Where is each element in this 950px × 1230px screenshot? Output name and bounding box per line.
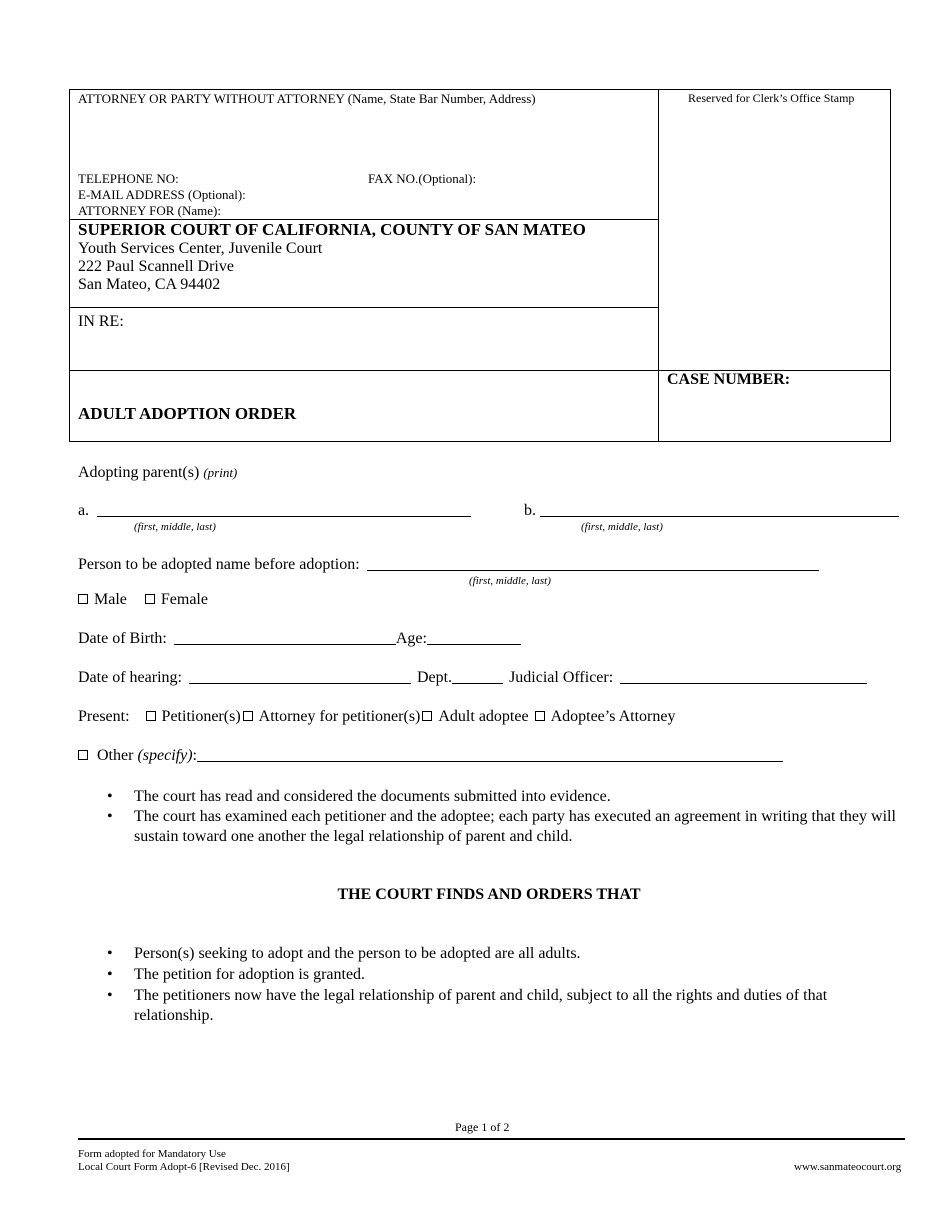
judicial-officer-label: Judicial Officer: xyxy=(509,669,614,686)
attorney-label: ATTORNEY OR PARTY WITHOUT ATTORNEY (Name, State Bar Number, Address) xyxy=(78,91,536,106)
footer-rule xyxy=(78,1138,905,1140)
male-checkbox[interactable] xyxy=(78,594,88,604)
page-number: Page 1 of 2 xyxy=(455,1120,510,1134)
dob-label: Date of Birth: xyxy=(78,630,167,647)
bullet-icon: • xyxy=(107,987,113,1004)
dob-input[interactable] xyxy=(174,630,396,645)
dob-row xyxy=(78,630,521,648)
court-address-line-3: San Mateo, CA 94402 xyxy=(78,276,221,293)
adoptee-attorney-label: Adoptee’s Attorney xyxy=(550,708,676,725)
adopting-parents-label: Adopting parent(s) xyxy=(78,464,200,481)
age-input[interactable] xyxy=(427,630,521,645)
considerations-list xyxy=(78,787,898,847)
other-row xyxy=(78,747,783,765)
print-hint: (print) xyxy=(203,465,238,480)
court-address-line-1: Youth Services Center, Juvenile Court xyxy=(78,240,323,257)
adult-adoptee-checkbox[interactable] xyxy=(422,711,432,721)
age-label: Age: xyxy=(395,630,427,647)
list-item: • The court has examined each petitioner and the adoptee; each party has executed an agreement in writing that they will sustain toward one another the legal relationship of parent and child. xyxy=(107,808,896,845)
list-item: • Person(s) seeking to adopt and the person to be adopted are all adults. xyxy=(107,945,581,962)
website-link[interactable]: www.sanmateocourt.org xyxy=(794,1161,902,1173)
list-item: • The petitioners now have the legal relationship of parent and child, subject to all the rights and duties of that relationship. xyxy=(107,987,828,1024)
specify-colon: : xyxy=(192,747,197,764)
present-row xyxy=(78,708,675,726)
adoptee-name-row xyxy=(78,556,819,574)
case-number-label: CASE NUMBER: xyxy=(667,371,791,388)
present-label: Present: xyxy=(78,708,130,725)
telephone-label: TELEPHONE NO: xyxy=(78,171,179,186)
list-item: • The court has read and considered the documents submitted into evidence. xyxy=(107,788,611,805)
female-checkbox[interactable] xyxy=(145,594,155,604)
petitioner-label: Petitioner(s) xyxy=(161,708,241,725)
adoptee-attorney-checkbox[interactable] xyxy=(535,711,545,721)
bullet-icon: • xyxy=(107,966,113,983)
attorney-for-label: ATTORNEY FOR (Name): xyxy=(78,203,221,218)
email-label: E-MAIL ADDRESS (Optional): xyxy=(78,187,246,202)
parent-b-input[interactable] xyxy=(540,502,899,517)
other-input[interactable] xyxy=(197,747,783,762)
parent-b-label: b. xyxy=(524,502,536,519)
in-re-label: IN RE: xyxy=(78,313,124,330)
parent-a-input[interactable] xyxy=(97,502,471,517)
court-name: SUPERIOR COURT OF CALIFORNIA, COUNTY OF SAN MATEO xyxy=(78,220,586,239)
clerk-stamp-label: Reserved for Clerk’s Office Stamp xyxy=(688,91,855,105)
fax-label: FAX NO.(Optional): xyxy=(368,171,477,186)
parent-a-label: a. xyxy=(78,502,90,519)
other-label: Other xyxy=(97,747,134,764)
hearing-row xyxy=(78,669,867,687)
adult-adoptee-label: Adult adoptee xyxy=(438,708,529,725)
findings-heading: THE COURT FINDS AND ORDERS THAT xyxy=(337,886,641,903)
header-divider-vertical xyxy=(658,89,659,442)
bullet-icon: • xyxy=(107,808,113,825)
male-label: Male xyxy=(94,591,127,608)
adoptee-name-label: Person to be adopted name before adoption: xyxy=(78,556,360,573)
dept-input[interactable] xyxy=(452,669,503,684)
list-item: • The petition for adoption is granted. xyxy=(107,966,366,983)
judicial-officer-input[interactable] xyxy=(620,669,867,684)
attorney-petitioner-label: Attorney for petitioner(s) xyxy=(258,708,421,725)
parent-a-row xyxy=(78,502,471,520)
petitioner-checkbox[interactable] xyxy=(146,711,156,721)
adopting-parents-row xyxy=(78,464,237,482)
parent-b-hint: (first, middle, last) xyxy=(581,521,663,533)
parent-a-hint: (first, middle, last) xyxy=(134,521,216,533)
other-checkbox[interactable] xyxy=(78,750,88,760)
female-label: Female xyxy=(160,591,208,608)
attorney-petitioner-checkbox[interactable] xyxy=(243,711,253,721)
divider-court-inre xyxy=(69,307,659,308)
hearing-date-label: Date of hearing: xyxy=(78,669,182,686)
adoptee-name-hint: (first, middle, last) xyxy=(469,575,551,587)
bullet-icon: • xyxy=(107,788,113,805)
hearing-date-input[interactable] xyxy=(189,669,411,684)
form-title: ADULT ADOPTION ORDER xyxy=(78,404,297,423)
adoptee-name-input[interactable] xyxy=(367,556,819,571)
gender-row xyxy=(78,591,208,609)
form-id: Local Court Form Adopt-6 [Revised Dec. 2016] xyxy=(78,1161,290,1173)
form-adopted-label: Form adopted for Mandatory Use xyxy=(78,1148,226,1160)
findings-list xyxy=(78,944,898,1026)
specify-hint: (specify) xyxy=(137,747,193,764)
dept-label: Dept. xyxy=(416,669,453,686)
parent-b-row xyxy=(524,502,899,520)
court-address-line-2: 222 Paul Scannell Drive xyxy=(78,258,234,275)
bullet-icon: • xyxy=(107,945,113,962)
